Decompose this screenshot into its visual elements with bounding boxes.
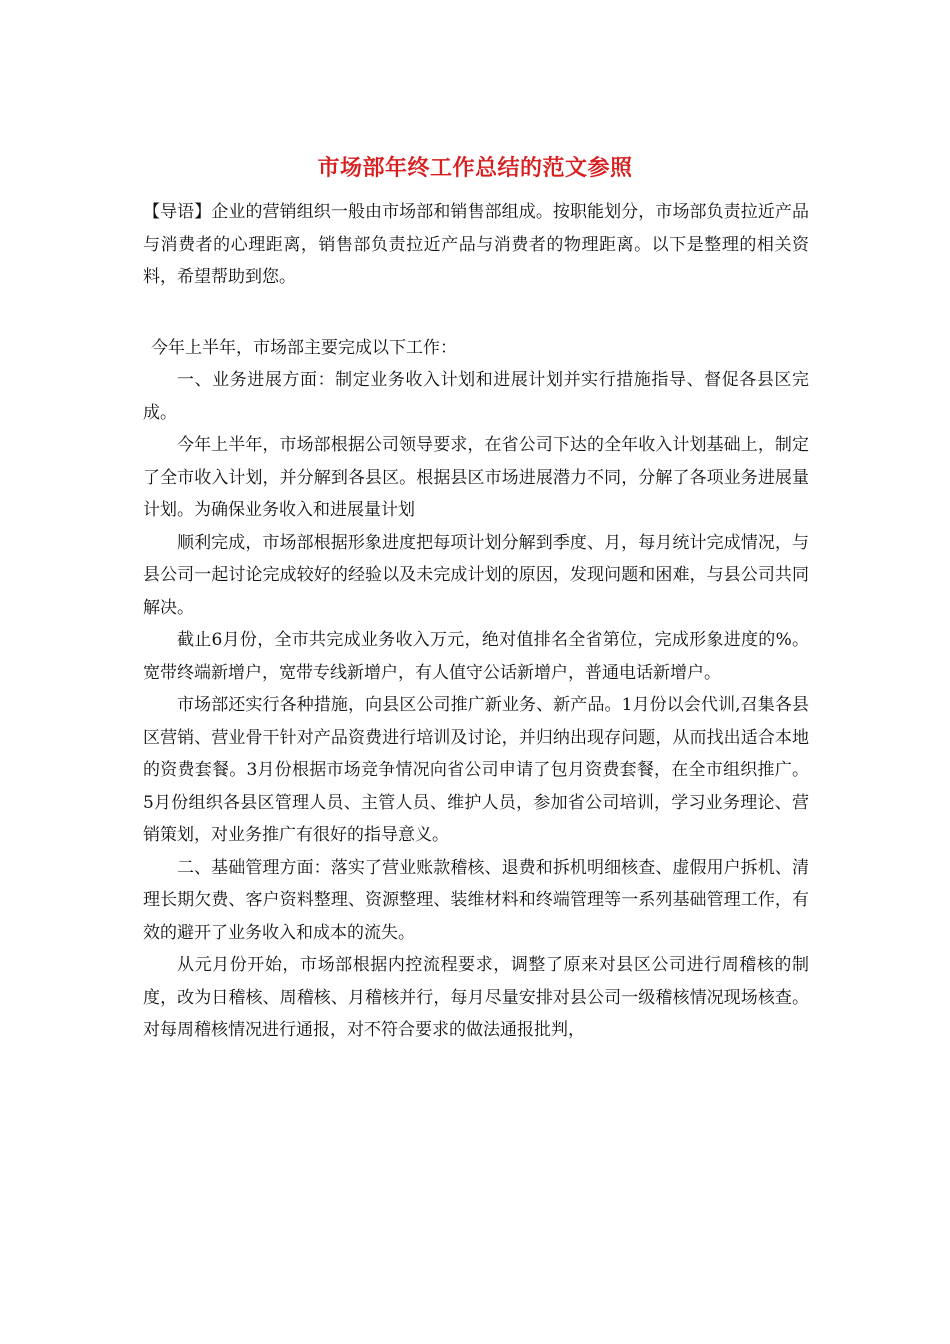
body-paragraph-4: 截止6月份，全市共完成业务收入万元，绝对值排名全省第位，完成形象进度的%。宽带终端新增户，宽带专线新增户，有人值守公话新增户，普通电话新增户。 bbox=[143, 630, 809, 683]
lead-paragraph: 今年上半年，市场部主要完成以下工作： bbox=[151, 337, 457, 358]
body-paragraph-7: 从元月份开始，市场部根据内控流程要求，调整了原来对县区公司进行周稽核的制度，改为日稽核、周稽核、月稽核并行，每月尽量安排对县公司一级稽核情况现场核查。对每周稽核情况进行通报，对不符合要求的做法通报批判， bbox=[143, 955, 809, 1040]
document-body bbox=[143, 196, 809, 1047]
intro-paragraph: 【导语】企业的营销组织一般由市场部和销售部组成。按职能划分，市场部负责拉近产品与消费者的心理距离，销售部负责拉近产品与消费者的物理距离。以下是整理的相关资料，希望帮助到您。 bbox=[143, 202, 809, 287]
body-paragraph-2: 今年上半年，市场部根据公司领导要求，在省公司下达的全年收入计划基础上，制定了全市收入计划，并分解到各县区。根据县区市场进展潜力不同，分解了各项业务进展量计划。为确保业务收入和进展量计划 bbox=[143, 435, 809, 520]
document-title: 市场部年终工作总结的范文参照 bbox=[317, 155, 633, 181]
body-paragraph-6: 二、基础管理方面：落实了营业账款稽核、退费和拆机明细核查、虚假用户拆机、清理长期欠费、客户资料整理、资源整理、装维材料和终端管理等一系列基础管理工作，有效的避开了业务收入和成本的流失。 bbox=[143, 857, 809, 943]
body-paragraph-3: 顺利完成，市场部根据形象进度把每项计划分解到季度、月，每月统计完成情况，与县公司一起讨论完成较好的经验以及未完成计划的原因，发现问题和困难，与县公司共同解决。 bbox=[143, 532, 809, 618]
body-paragraph-1: 一、业务进展方面：制定业务收入计划和进展计划并实行措施指导、督促各县区完成。 bbox=[143, 370, 809, 423]
body-paragraph-5: 市场部还实行各种措施，向县区公司推广新业务、新产品。1月份以会代训,召集各县区营销、营业骨干针对产品资费进行培训及讨论，并归纳出现存问题，从而找出适合本地的资费套餐。3月份根据市场竞争情况向省公司申请了包月资费套餐，在全市组织推广。5月份组织各县区管理人员、主管人员、维护人员，参加省公司培训，学习业务理论、营销策划，对业务推广有很好的指导意义。 bbox=[143, 695, 809, 845]
